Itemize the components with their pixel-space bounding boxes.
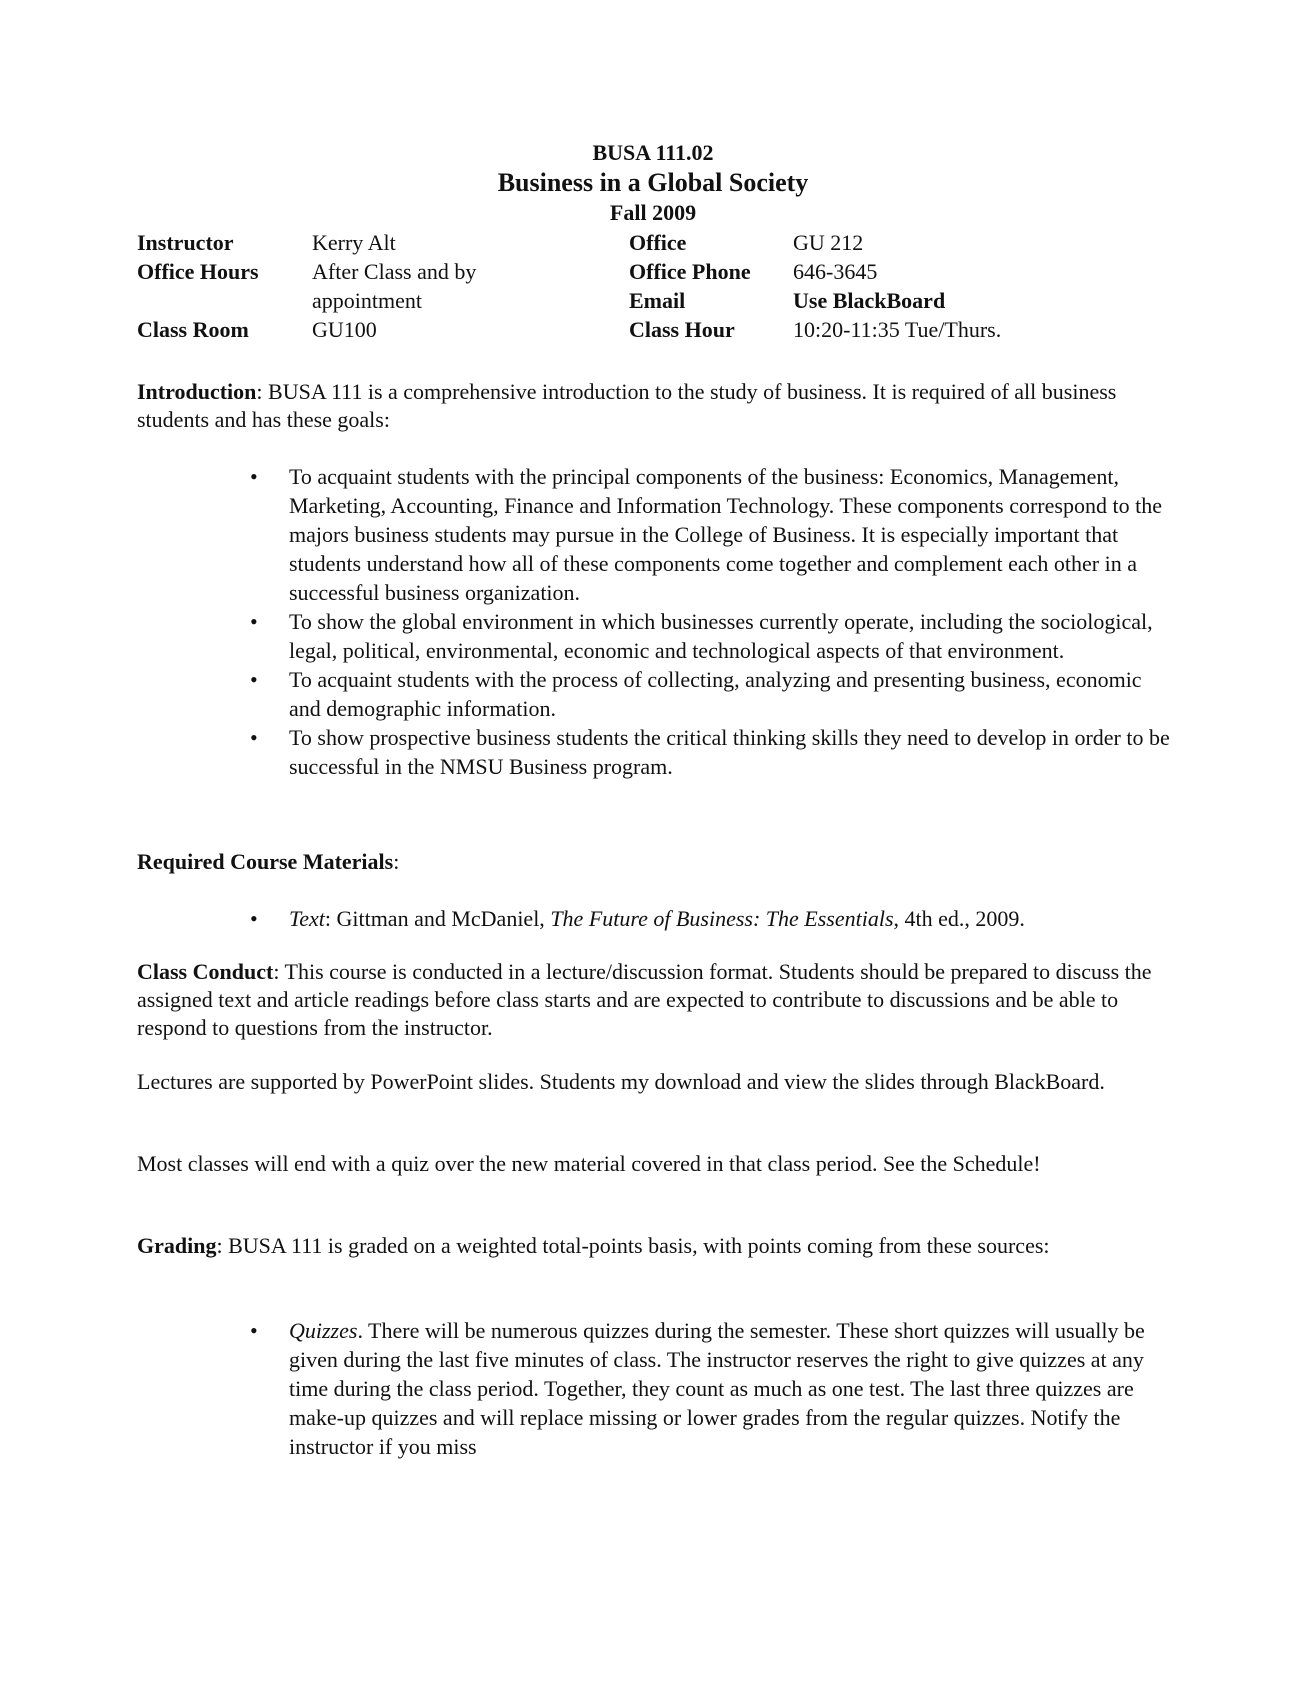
quizzes-text: . There will be numerous quizzes during the semester. These short quizzes will usually be given during the last five minutes of class. The instructor reserves the right to give quizzes at any time during the class period. Together, they count as much as one test. The last three quizzes are make-up quizzes and will replace missing or lower grades from the regular quizzes. Notify the instructor if you miss <box>289 1318 1145 1459</box>
bullet-icon: • <box>250 609 258 634</box>
book-edition: , 4th ed., 2009. <box>893 906 1025 931</box>
bullet-icon: • <box>250 464 258 489</box>
office-hours-value-line1: After Class and by <box>312 259 477 284</box>
materials-heading-line <box>137 848 1177 876</box>
list-item <box>250 462 1170 607</box>
term: Fall 2009 <box>609 200 697 225</box>
quizzes-note-paragraph <box>137 1150 1177 1178</box>
instructor-label: Instructor <box>137 230 234 255</box>
goal-text: To acquaint students with the process of collecting, analyzing and presenting business, economic and demographic information. <box>289 667 1142 721</box>
goal-text: To show the global environment in which businesses currently operate, including the sociological, legal, political, environmental, economic and technological aspects of that environment. <box>289 609 1153 663</box>
quizzes-note-text: Most classes will end with a quiz over the new material covered in that class period. See the Schedule! <box>137 1151 1041 1176</box>
materials-list <box>250 904 1170 933</box>
introduction-heading: Introduction <box>137 379 257 404</box>
class-hour-value: 10:20-11:35 Tue/Thurs. <box>793 317 1002 342</box>
conduct-heading: Class Conduct <box>137 959 274 984</box>
conduct-paragraph <box>137 958 1177 1042</box>
list-item <box>250 1316 1170 1461</box>
bullet-icon: • <box>250 725 258 750</box>
bullet-icon: • <box>250 906 258 931</box>
goal-text: To show prospective business students the critical thinking skills they need to develop in order to be successful in the NMSU Business program. <box>289 725 1170 779</box>
office-value: GU 212 <box>793 230 864 255</box>
course-title: Business in a Global Society <box>497 168 809 197</box>
book-title: The Future of Business: The Essentials <box>550 906 894 931</box>
grading-paragraph <box>137 1232 1177 1260</box>
materials-colon: : <box>393 849 400 874</box>
email-value: Use BlackBoard <box>793 288 946 313</box>
office-hours-label: Office Hours <box>137 259 259 284</box>
list-item <box>250 904 1170 933</box>
conduct-text: : This course is conducted in a lecture/discussion format. Students should be prepared to discuss the assigned text and article readings before class starts and are expected to contribute to discussions and be able to respond to questions from the instructor. <box>137 959 1152 1040</box>
introduction-paragraph <box>137 378 1177 434</box>
grading-list <box>250 1316 1170 1461</box>
bullet-icon: • <box>250 667 258 692</box>
email-label: Email <box>629 288 686 313</box>
class-hour-label: Class Hour <box>629 317 735 342</box>
goal-text: To acquaint students with the principal components of the business: Economics, Management, Marketing, Accounting, Finance and Information Technology. These components correspond to the majors business students may pursue in the College of Business. It is especially important that students understand how all of these components come together and complement each other in a successful business organization. <box>289 464 1162 605</box>
office-hours-value-line2: appointment <box>312 288 422 313</box>
office-phone-value: 646-3645 <box>793 259 878 284</box>
materials-heading: Required Course Materials <box>137 849 394 874</box>
office-label: Office <box>629 230 687 255</box>
list-item <box>250 607 1170 665</box>
lectures-paragraph <box>137 1068 1177 1096</box>
goals-list <box>250 462 1170 781</box>
class-room-value: GU100 <box>312 317 377 342</box>
class-room-label: Class Room <box>137 317 249 342</box>
list-item <box>250 665 1170 723</box>
lectures-text: Lectures are supported by PowerPoint slides. Students my download and view the slides through BlackBoard. <box>137 1069 1105 1094</box>
text-authors: : Gittman and McDaniel, <box>324 906 551 931</box>
instructor-value: Kerry Alt <box>312 230 396 255</box>
introduction-text: : BUSA 111 is a comprehensive introduction to the study of business. It is required of all business students and has these goals: <box>137 379 1117 432</box>
text-label: Text <box>289 906 325 931</box>
grading-heading: Grading <box>137 1233 217 1258</box>
grading-text: : BUSA 111 is graded on a weighted total-points basis, with points coming from these sources: <box>216 1233 1050 1258</box>
bullet-icon: • <box>250 1318 258 1343</box>
list-item <box>250 723 1170 781</box>
quizzes-label: Quizzes <box>289 1318 358 1343</box>
title-block <box>0 138 1306 228</box>
course-code: BUSA 111.02 <box>592 140 714 165</box>
office-phone-label: Office Phone <box>629 259 751 284</box>
